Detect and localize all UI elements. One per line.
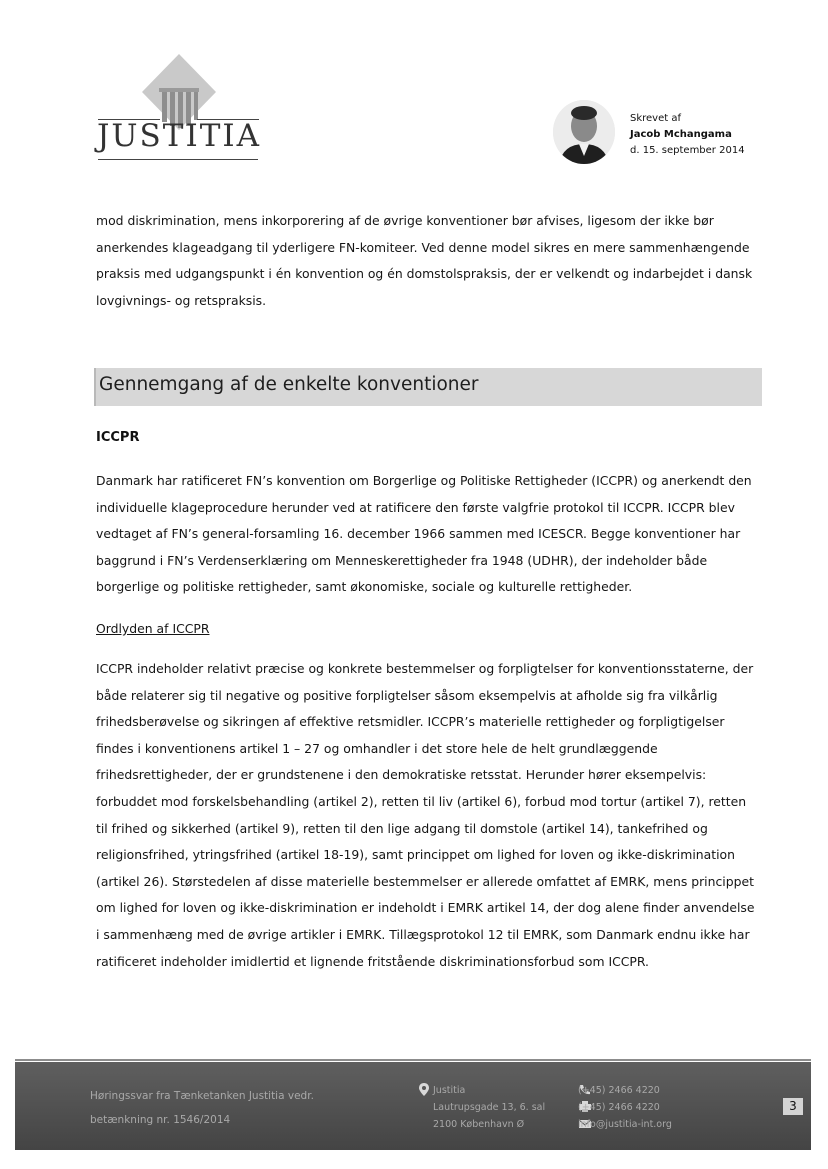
ordlyden-heading: Ordlyden af ICCPR [96, 621, 210, 636]
footer-doc-line-1: Høringssvar fra Tænketanken Justitia vedr. [90, 1090, 314, 1102]
location-pin-icon [419, 1083, 429, 1096]
footer-street: Lautrupsgade 13, 6. sal [433, 1102, 546, 1113]
logo-wordmark: JUSTITIA [96, 118, 262, 154]
author-name: Jacob Mchangama [630, 129, 732, 140]
footer-address [433, 1082, 545, 1133]
logo-rule-bottom [98, 159, 258, 160]
section-title: Gennemgang af de enkelte konventioner [99, 374, 479, 395]
footer-phone: (+45) 2466 4220 [578, 1085, 660, 1096]
section-header-bar [94, 368, 762, 406]
publish-date: d. 15. september 2014 [630, 145, 745, 156]
footer-email[interactable]: info@justitia-int.org [578, 1119, 672, 1130]
subheading-iccpr: ICCPR [96, 430, 140, 445]
footer-doc-line-2: betænkning nr. 1546/2014 [90, 1114, 231, 1126]
footer-city: 2100 København Ø [433, 1119, 525, 1130]
page-footer [15, 1062, 811, 1150]
author-avatar [553, 100, 615, 164]
footer-document-ref [90, 1084, 314, 1132]
page-number: 3 [783, 1098, 803, 1115]
iccpr-paragraph: Danmark har ratificeret FN’s konvention om Borgerlige og Politiske Rettigheder (ICCPR) og anerkendt den individuelle klageprocedure herunder ved at ratificere den første valgfrie protokol til ICCPR. ICCPR blev vedtaget af FN’s general-forsamling 16. december 1966 sammen med ICESCR. Begge konventioner har baggrund i FN’s Verdenserklæring om Menneskerettigheder fra 1948 (UDHR), der indeholder både borgerlige og politiske rettigheder, samt økonomiske, sociale og kulturelle rettigheder. [96, 473, 752, 595]
byline [630, 111, 745, 159]
footer-contact [578, 1082, 672, 1133]
intro-paragraph: mod diskrimination, mens inkorporering af de øvrige konventioner bør afvises, ligesom der ikke bør anerkendes klageadgang til yderligere FN-komiteer. Ved denne model sikres en mere sammenhængende praksis med udgangspunkt i én konvention og én domstolspraksis, der er velkendt og indarbejdet i dansk lovgivnings- og retspraksis. [96, 213, 753, 308]
ordlyden-paragraph: ICCPR indeholder relativt præcise og konkrete bestemmelser og forpligtelser for konventionsstaterne, der både relaterer sig til negative og positive forpligtelser såsom eksempelvis at afholde sig fra vilkårlig frihedsberøvelse og sikringen af effektive retsmidler. ICCPR’s materielle rettigheder og forpligtigelser findes i konventionens artikel 1 – 27 og omhandler i det store hele de helt grundlæggende frihedsrettigheder, der er grundstenene i den demokratiske retsstat. Herunder hører eksempelvis: forbuddet mod forskelsbehandling (artikel 2), retten til liv (artikel 6), forbud mod tortur (artikel 7), retten til frihed og sikkerhed (artikel 9), retten til den lige adgang til domstole (artikel 14), tankefrihed og religionsfrihed, ytringsfrihed (artikel 18-19), samt princippet om lighed for loven og ikke-diskrimination (artikel 26). Størstedelen af disse materielle bestemmelser er allerede omfattet af EMRK, mens princippet om lighed for loven og ikke-diskrimination er indeholdt i EMRK artikel 14, der dog alene finder anvendelse i sammenhæng med de øvrige artikler i EMRK. Tillægsprotokol 12 til EMRK, som Danmark endnu ikke har ratificeret indeholder imidlertid et lignende fritstående diskriminationsforbud som ICCPR. [96, 661, 755, 969]
footer-fax: (+45) 2466 4220 [578, 1102, 660, 1113]
byline-label: Skrevet af [630, 113, 682, 124]
footer-divider [15, 1059, 811, 1061]
footer-org-name: Justitia [433, 1085, 466, 1096]
